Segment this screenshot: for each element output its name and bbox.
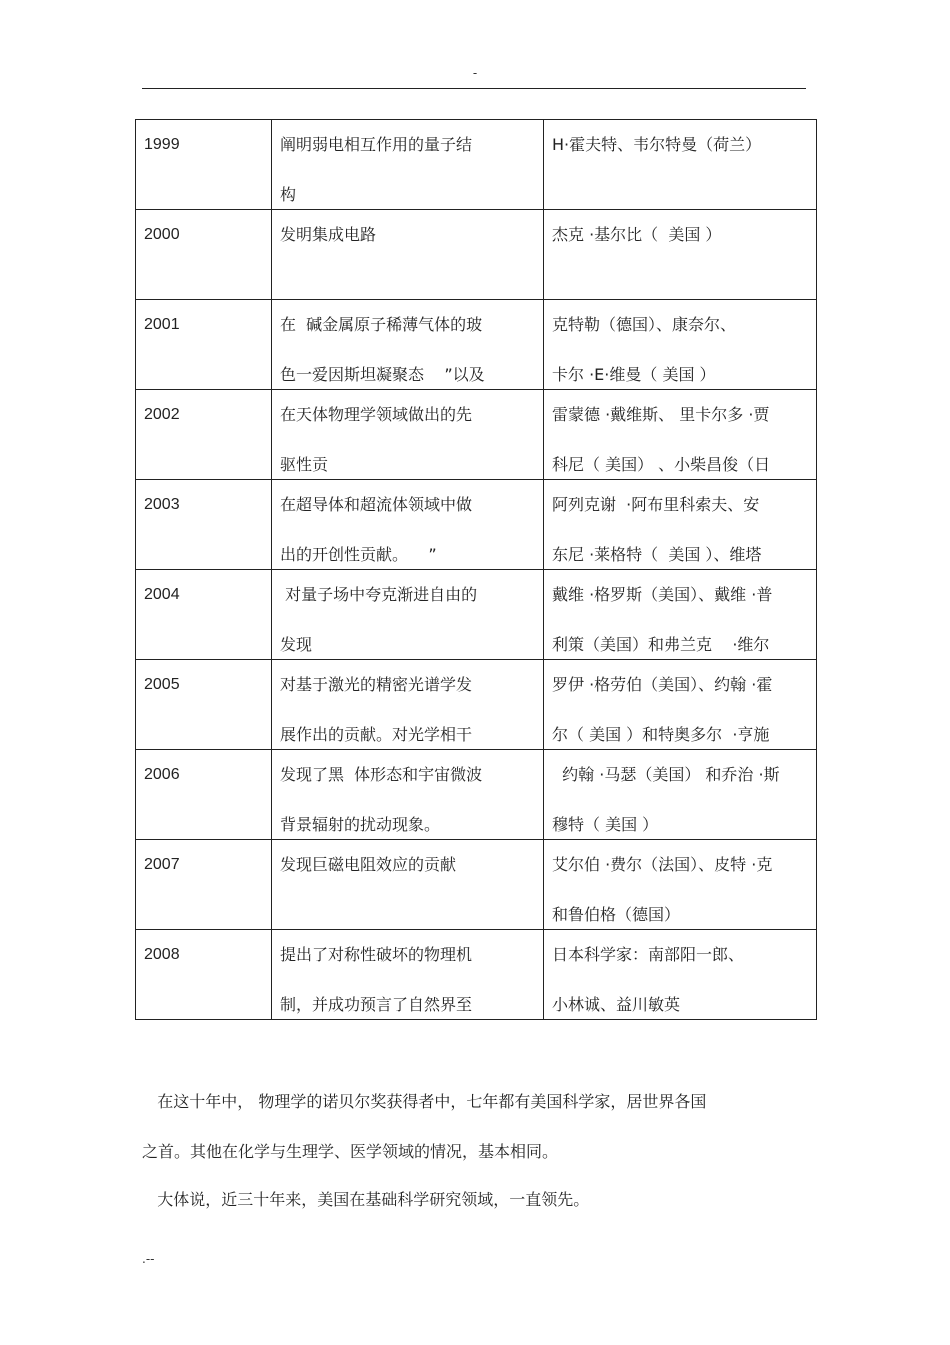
winners-line (552, 272, 808, 297)
winners-line: 阿列克谢 ·阿布里科索夫、安 (552, 495, 760, 514)
table-row (136, 750, 817, 840)
table-row (136, 390, 817, 480)
winners-line: 东尼 ·莱格特（ 美国 ）、维塔 (552, 545, 762, 564)
achievement-line: 在超导体和超流体领域中做 (280, 495, 473, 514)
winners-line: 利策（美国）和弗兰克 ·维尔 (552, 635, 770, 654)
page-footer-mark: .-- (142, 1252, 155, 1266)
year-cell (136, 750, 272, 840)
winners-line: 戴维 ·格罗斯（美国）、戴维 ·普 (552, 585, 773, 604)
winners-cell (544, 750, 817, 840)
achievement-line: 阐明弱电相互作用的量子结 (280, 135, 473, 154)
achievement-cell (272, 210, 544, 300)
winners-line: 穆特（ 美国 ） (552, 815, 659, 834)
table-row (136, 210, 817, 300)
table-row (136, 840, 817, 930)
winners-line: 约翰 ·马瑟（美国） 和乔治 ·斯 (552, 765, 780, 784)
year-text: 2003 (144, 496, 180, 513)
achievement-cell (272, 480, 544, 570)
year-cell (136, 210, 272, 300)
achievement-line (280, 902, 535, 927)
year-text: 2008 (144, 946, 180, 963)
year-cell (136, 840, 272, 930)
table-row (136, 480, 817, 570)
achievement-cell (272, 120, 544, 210)
nobel-prize-table (135, 119, 817, 1020)
winners-line: 和鲁伯格（德国） (552, 905, 681, 924)
achievement-line (280, 272, 535, 297)
table-row (136, 570, 817, 660)
achievement-line: 发现了黑 体形态和宇宙微波 (280, 765, 483, 784)
achievement-line: 发明集成电路 (280, 225, 377, 244)
achievement-cell (272, 750, 544, 840)
achievement-line: 出的开创性贡献。 ” (280, 545, 437, 564)
winners-line: 罗伊 ·格劳伯（美国）、约翰 ·霍 (552, 675, 773, 694)
page-header-mark: - (472, 66, 478, 80)
achievement-cell (272, 570, 544, 660)
winners-line: 日本科学家：南部阳一郎、 (552, 945, 745, 964)
achievement-cell (272, 660, 544, 750)
achievement-cell (272, 390, 544, 480)
achievement-line: 制，并成功预言了自然界至 (280, 995, 473, 1014)
winners-line: 雷蒙德 ·戴维斯、 里卡尔多 ·贾 (552, 405, 770, 424)
achievement-line: 提出了对称性破坏的物理机 (280, 945, 473, 964)
winners-line: 科尼（ 美国） 、小柴昌俊（日 (552, 455, 771, 474)
achievement-line: 发现 (280, 635, 313, 654)
winners-cell (544, 120, 817, 210)
achievement-line: 背景辐射的扰动现象。 (280, 815, 441, 834)
body-paragraph-2: 大体说，近三十年来，美国在基础科学研究领域，一直领先。 (142, 1190, 590, 1209)
winners-cell (544, 390, 817, 480)
achievement-line: 发现巨磁电阻效应的贡献 (280, 855, 457, 874)
achievement-line: 驱性贡 (280, 455, 329, 474)
achievement-cell (272, 300, 544, 390)
year-text: 2002 (144, 406, 180, 423)
winners-line: 艾尔伯 ·费尔（法国）、皮特 ·克 (552, 855, 773, 874)
year-cell (136, 480, 272, 570)
winners-cell (544, 660, 817, 750)
winners-line: 杰克 ·基尔比（ 美国 ） (552, 225, 722, 244)
year-cell (136, 390, 272, 480)
achievement-cell (272, 840, 544, 930)
achievement-line: 色一爱因斯坦凝聚态 ”以及 (280, 365, 485, 384)
winners-cell (544, 210, 817, 300)
year-cell (136, 300, 272, 390)
achievement-line: 在 碱金属原子稀薄气体的玻 (280, 315, 483, 334)
header-rule (142, 88, 806, 89)
nobel-table-body (136, 120, 817, 1020)
winners-line: H·霍夫特、韦尔特曼（荷兰） (552, 135, 762, 154)
year-text: 2004 (144, 586, 180, 603)
winners-cell (544, 480, 817, 570)
table-row (136, 300, 817, 390)
winners-line: 小林诚、益川敏英 (552, 995, 681, 1014)
winners-line: 克特勒（德国）、康奈尔、 (552, 315, 737, 334)
winners-line: 尔（ 美国 ）和特奥多尔 ·亨施 (552, 725, 770, 744)
achievement-line: 对量子场中夸克渐进自由的 (280, 585, 478, 604)
achievement-line: 在天体物理学领域做出的先 (280, 405, 473, 424)
year-cell (136, 570, 272, 660)
year-text: 2005 (144, 676, 180, 693)
achievement-line: 构 (280, 185, 297, 204)
winners-cell (544, 930, 817, 1020)
year-text: 2000 (144, 226, 180, 243)
year-text: 2006 (144, 766, 180, 783)
year-cell (136, 120, 272, 210)
winners-cell (544, 840, 817, 930)
achievement-line: 展作出的贡献。对光学相干 (280, 725, 473, 744)
table-row (136, 120, 817, 210)
achievement-cell (272, 930, 544, 1020)
body-paragraph-1-line-1: 在这十年中， 物理学的诺贝尔奖获得者中，七年都有美国科学家，居世界各国 (142, 1092, 707, 1111)
table-row (136, 930, 817, 1020)
table-row (136, 660, 817, 750)
year-text: 2007 (144, 856, 180, 873)
year-cell (136, 660, 272, 750)
winners-cell (544, 300, 817, 390)
winners-line: 卡尔 ·E·维曼（ 美国 ） (552, 365, 716, 384)
year-text: 1999 (144, 136, 180, 153)
winners-line (552, 182, 808, 207)
winners-cell (544, 570, 817, 660)
body-paragraph-1-line-2: 之首。其他在化学与生理学、医学领域的情况，基本相同。 (142, 1142, 559, 1161)
year-text: 2001 (144, 316, 180, 333)
achievement-line: 对基于激光的精密光谱学发 (280, 675, 473, 694)
year-cell (136, 930, 272, 1020)
